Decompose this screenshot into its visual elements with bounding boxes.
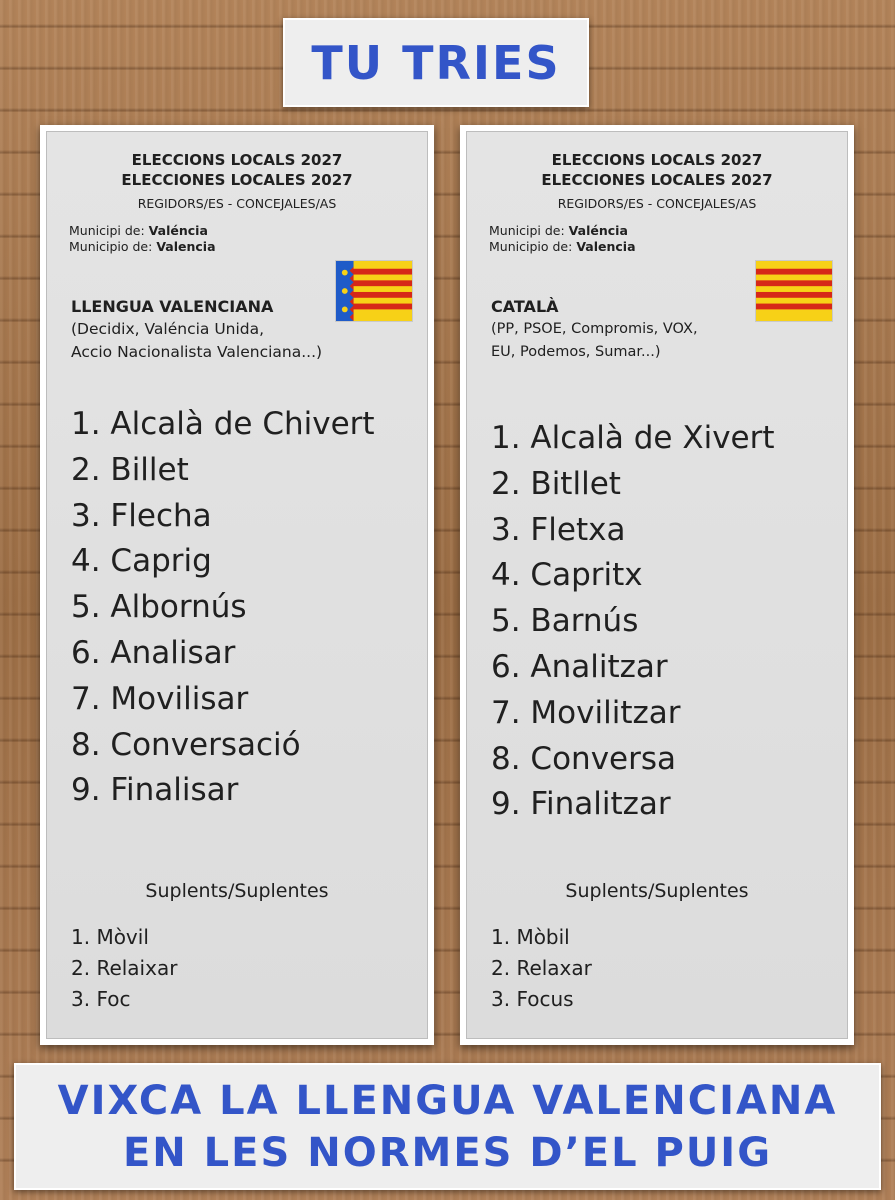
party-block [71, 296, 411, 364]
ballot-subheader: REGIDORS/ES - CONCEJALES/AS [557, 196, 757, 211]
ballot-sheet [466, 131, 848, 1039]
candidate-item: 9. Finalitzar [491, 786, 671, 823]
candidate-item: 7. Movilisar [71, 680, 249, 717]
muni-value-2: Valencia [156, 239, 216, 254]
ballot-sheet [46, 131, 428, 1039]
candidate-item: 8. Conversa [491, 740, 677, 777]
alternate-item: 1. Mòbil [491, 925, 570, 949]
muni-value-2: Valencia [576, 239, 636, 254]
candidate-item: 5. Barnús [491, 603, 639, 640]
alternate-item: 2. Relaixar [71, 956, 178, 980]
header-line-1: ELECCIONS LOCALS 2027 [551, 151, 763, 169]
candidate-item: 3. Flecha [71, 497, 212, 534]
alternate-item: 2. Relaxar [491, 956, 592, 980]
slogan-line-1: VIXCA LA LLENGUA VALENCIANA [57, 1077, 838, 1124]
candidate-item: 1. Alcalà de Chivert [71, 406, 375, 442]
municipality-info [69, 223, 216, 255]
party-desc-2: Accio Nacionalista Valenciana...) [71, 343, 323, 361]
muni-label-2: Municipio de: [489, 239, 573, 254]
header-line-2: ELECCIONES LOCALES 2027 [541, 171, 773, 189]
header-line-2: ELECCIONES LOCALES 2027 [121, 171, 353, 189]
alternate-item: 1. Mòvil [71, 925, 149, 949]
candidate-item: 8. Conversació [71, 726, 301, 763]
party-desc-1: (PP, PSOE, Compromis, VOX, [491, 321, 698, 337]
party-name: LLENGUA VALENCIANA [71, 297, 274, 316]
ballot-catalan[interactable] [460, 125, 854, 1045]
slogan-line-2: EN LES NORMES D’EL PUIG [122, 1129, 773, 1176]
candidate-item: 7. Movilitzar [491, 694, 681, 731]
candidate-list [491, 416, 775, 828]
muni-value-1: Valéncia [148, 223, 208, 238]
party-desc-2: EU, Podemos, Sumar...) [491, 344, 661, 360]
candidate-item: 6. Analisar [71, 634, 236, 671]
municipality-info [489, 223, 636, 255]
candidate-item: 4. Caprig [71, 543, 212, 580]
muni-label-1: Municipi de: [69, 223, 145, 238]
alternates-list [71, 922, 177, 1015]
candidate-list [71, 402, 375, 814]
candidate-item: 5. Albornús [71, 589, 247, 626]
candidate-item: 2. Billet [71, 451, 189, 488]
alternate-item: 3. Focus [491, 987, 574, 1011]
alternates-list [491, 922, 592, 1015]
muni-label-1: Municipi de: [489, 223, 565, 238]
party-block [491, 296, 831, 364]
candidate-item: 9. Finalisar [71, 772, 239, 809]
ballot-valencian[interactable] [40, 125, 434, 1045]
candidate-item: 1. Alcalà de Xivert [491, 420, 775, 456]
header-line-1: ELECCIONS LOCALS 2027 [131, 151, 343, 169]
alternates-title: Suplents/Suplentes [565, 880, 749, 902]
alternates-title: Suplents/Suplentes [145, 880, 329, 902]
title-banner [283, 18, 589, 107]
ballot-subheader: REGIDORS/ES - CONCEJALES/AS [137, 196, 337, 211]
candidate-item: 3. Fletxa [491, 511, 626, 548]
candidate-item: 6. Analitzar [491, 648, 668, 685]
alternate-item: 3. Foc [71, 987, 131, 1011]
title-text: TU TRIES [311, 35, 561, 90]
ballot-header [47, 150, 427, 190]
muni-value-1: Valéncia [568, 223, 628, 238]
muni-label-2: Municipio de: [69, 239, 153, 254]
ballot-header [467, 150, 847, 190]
slogan-banner [14, 1063, 881, 1190]
candidate-item: 4. Capritx [491, 557, 643, 594]
party-desc-1: (Decidix, Valéncia Unida, [71, 320, 265, 338]
party-name: CATALÀ [491, 297, 559, 316]
candidate-item: 2. Bitllet [491, 465, 621, 502]
